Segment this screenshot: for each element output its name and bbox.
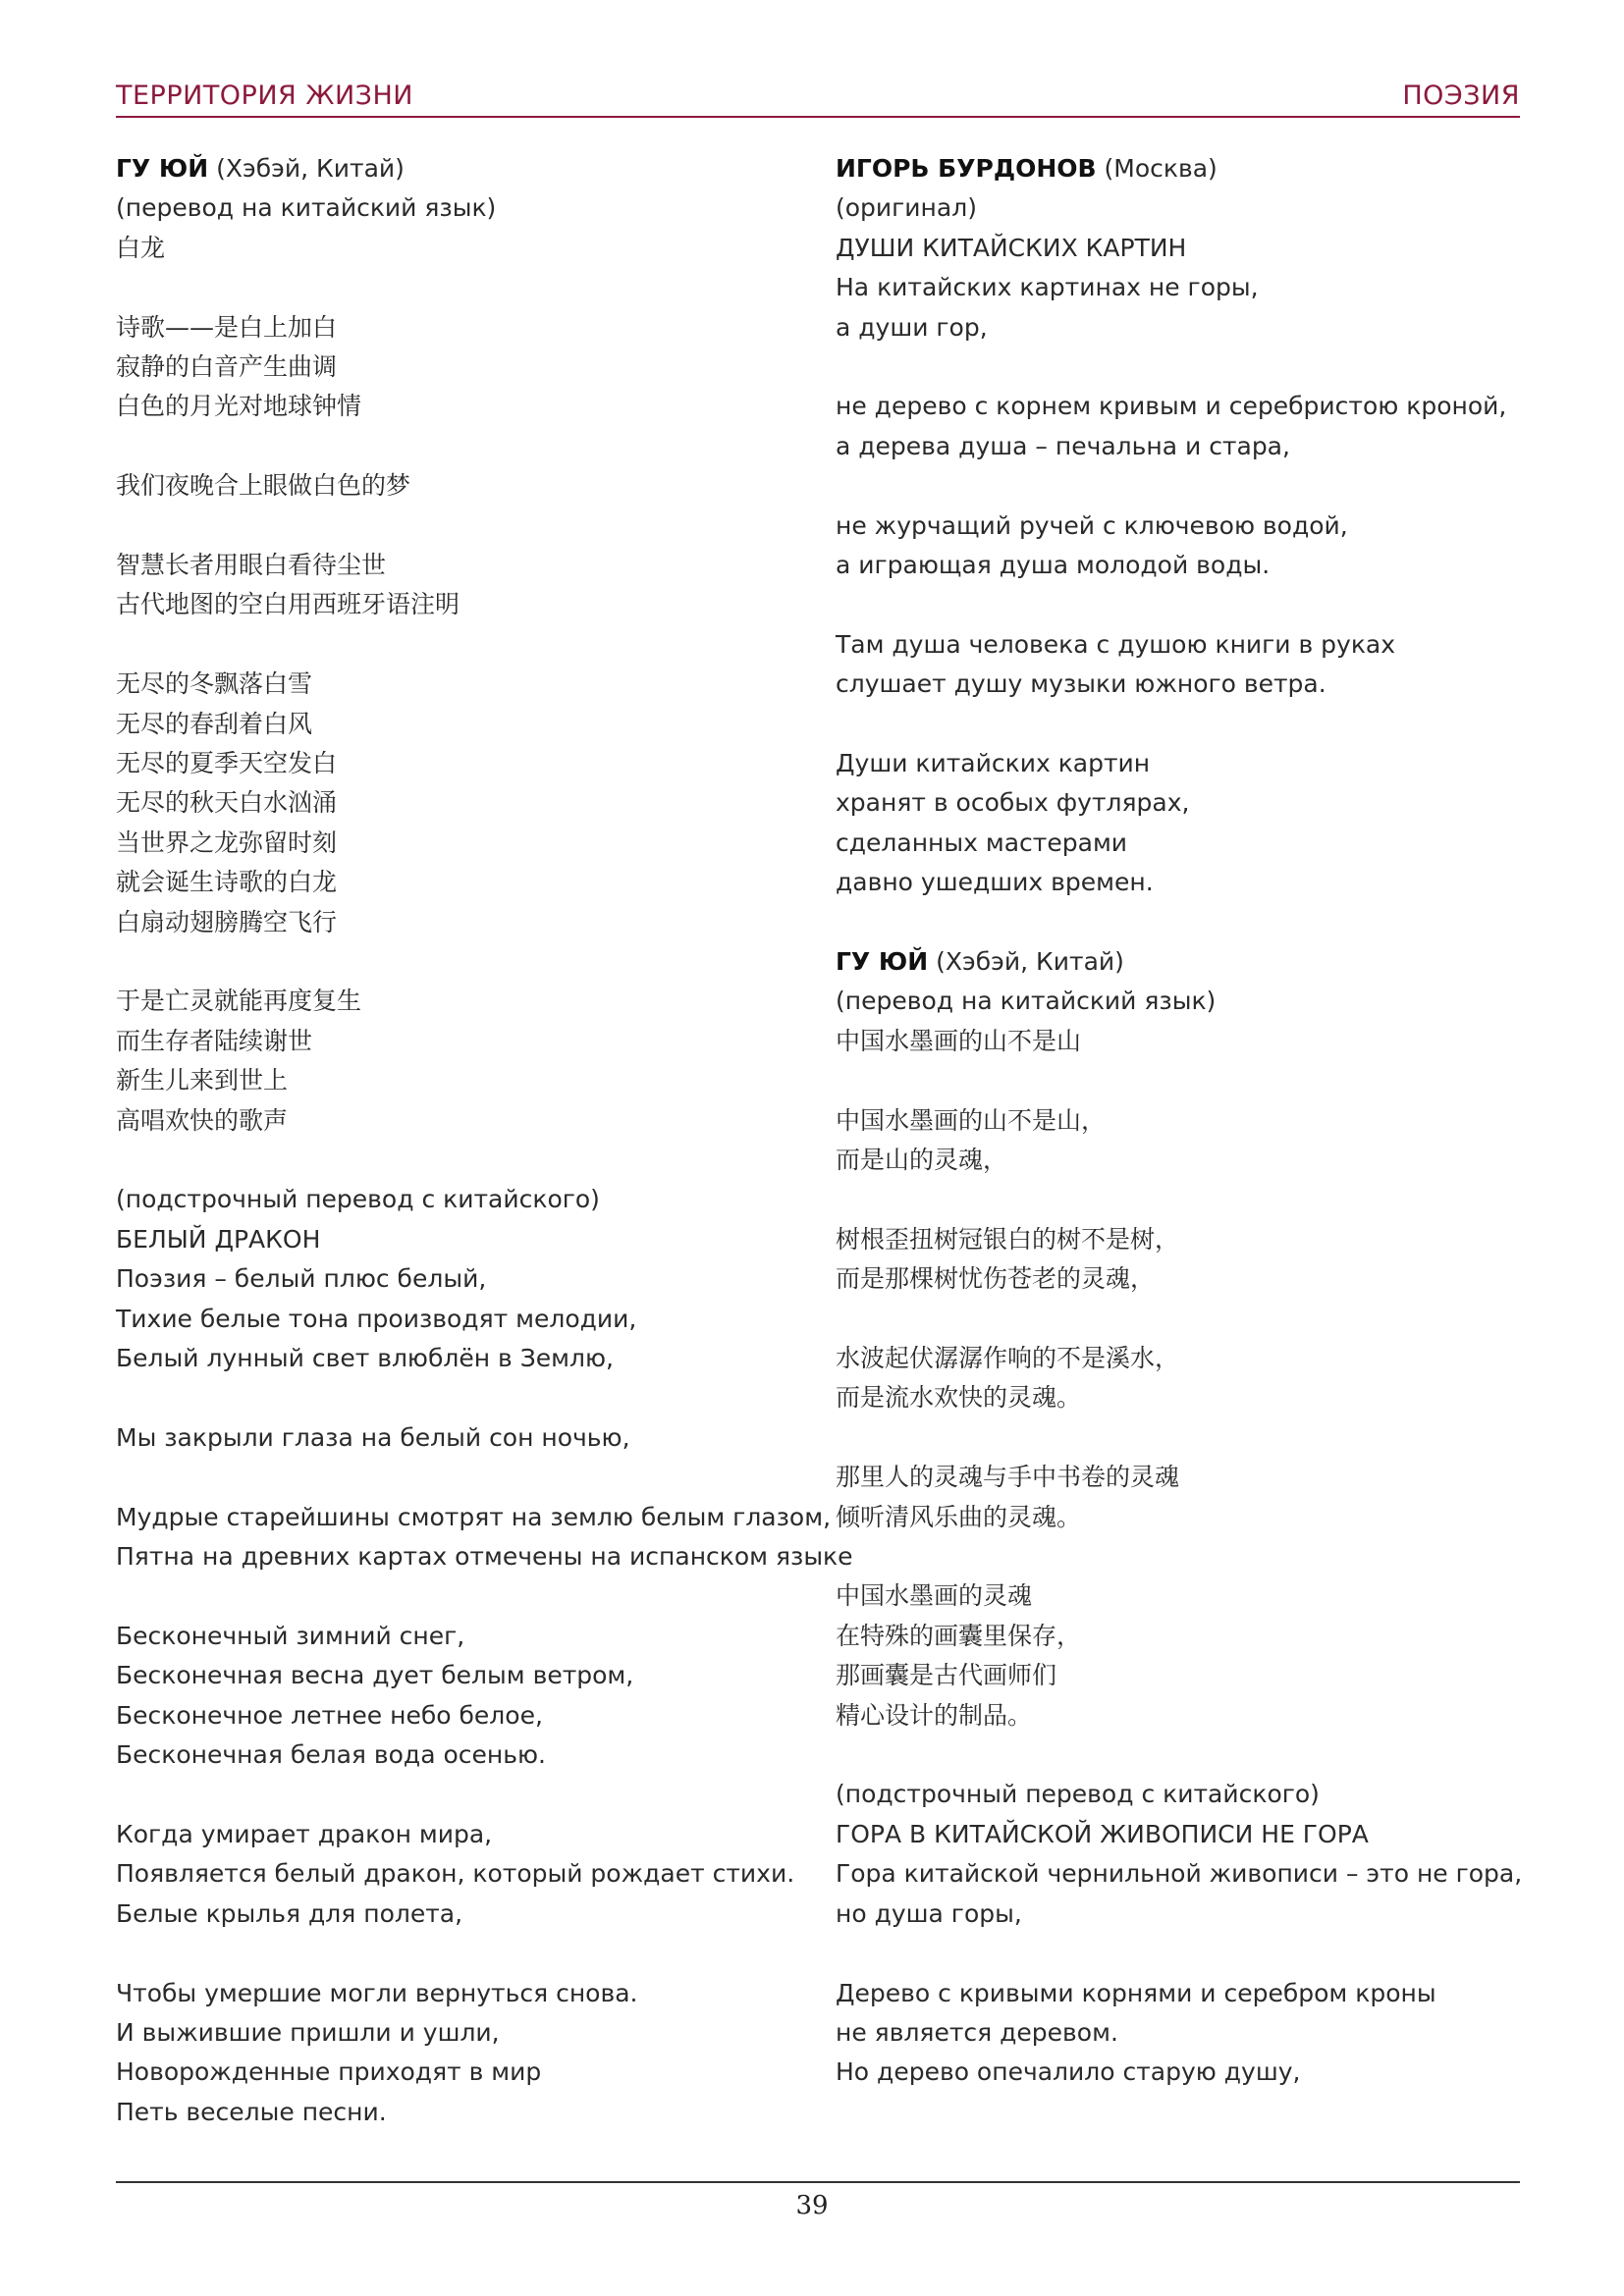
verse-line: 新生儿来到世上 xyxy=(116,1066,289,1095)
verse-line: 白色的月光对地球钟情 xyxy=(116,392,362,421)
header-category: ПОЭЗИЯ xyxy=(1402,80,1520,111)
verse-line: не является деревом. xyxy=(836,2017,1118,2047)
verse-line: сделанных мастерами xyxy=(836,828,1128,857)
verse-line: 寂静的白音产生曲调 xyxy=(116,352,338,382)
verse-line: Там душа человека с душою книги в руках xyxy=(836,629,1396,659)
header-section-title: ТЕРРИТОРИЯ ЖИЗНИ xyxy=(116,80,413,111)
stanza xyxy=(116,1974,803,2133)
verse-line: 无尽的春刮着白风 xyxy=(116,709,313,738)
stanza xyxy=(836,1458,1523,1537)
stanza xyxy=(116,546,803,625)
stanza xyxy=(836,1974,1523,2093)
verse-line: (подстрочный перевод с китайского) xyxy=(836,1780,1320,1809)
verse-line: 当世界之龙弥留时刻 xyxy=(116,828,338,857)
stanza xyxy=(836,507,1523,586)
verse-line: Гора китайской чернильной живописи – это не гора, xyxy=(836,1859,1523,1889)
stanza xyxy=(116,1180,803,1378)
verse-line: 精心设计的制品。 xyxy=(836,1700,1033,1730)
verse-line: но душа горы, xyxy=(836,1898,1022,1928)
verse-line: 智慧长者用眼白看待尘世 xyxy=(116,551,387,580)
author-place: (Москва) xyxy=(1096,154,1218,183)
verse-line: Пятна на древних картах отмечены на испанском языке xyxy=(116,1542,853,1572)
poem-blocks xyxy=(116,188,853,2132)
verse-line: Тихие белые тона производят мелодии, xyxy=(116,1304,637,1333)
verse-line: Дерево с кривыми корнями и серебром кроны xyxy=(836,1978,1436,2007)
stanza xyxy=(116,1498,853,1577)
stanza xyxy=(116,1418,803,1458)
verse-line: не дерево с корнем кривым и серебристою кроной, xyxy=(836,392,1507,421)
stanza xyxy=(836,1576,1523,1735)
verse-line: Чтобы умершие могли вернуться снова. xyxy=(116,1978,638,2007)
verse-line: 诗歌——是白上加白 xyxy=(116,312,338,342)
verse-line: Мудрые старейшины смотрят на землю белым глазом, xyxy=(116,1502,832,1531)
left-column xyxy=(116,149,853,2172)
verse-line: 中国水墨画的山不是山 xyxy=(836,1026,1082,1055)
verse-line: хранят в особых футлярах, xyxy=(836,788,1190,818)
verse-line: Бесконечная весна дует белым ветром, xyxy=(116,1661,634,1690)
verse-line: 那画囊是古代画师们 xyxy=(836,1661,1057,1690)
verse-line: Мы закрыли глаза на белый сон ночью, xyxy=(116,1422,630,1452)
verse-line: (перевод на китайский язык) xyxy=(116,193,497,223)
stanza xyxy=(836,982,1523,1061)
verse-line: Бесконечное летнее небо белое, xyxy=(116,1700,543,1730)
verse-line: 而是那棵树忧伤苍老的灵魂， xyxy=(836,1264,1156,1294)
verse-line: 古代地图的空白用西班牙语注明 xyxy=(116,590,460,619)
stanza xyxy=(836,188,1523,347)
verse-line: 白扇动翅膀腾空飞行 xyxy=(116,907,338,936)
verse-line: 无尽的冬飘落白雪 xyxy=(116,669,313,699)
verse-line: 而生存者陆续谢世 xyxy=(116,1026,313,1055)
verse-line: Бесконечная белая вода осенью. xyxy=(116,1740,546,1770)
author-line xyxy=(836,149,1523,188)
stanza xyxy=(116,982,803,1141)
stanza xyxy=(116,466,803,506)
verse-line: Бесконечный зимний снег, xyxy=(116,1621,465,1650)
verse-line: На китайских картинах не горы, xyxy=(836,273,1259,302)
stanza xyxy=(836,1775,1523,1934)
poem-blocks xyxy=(836,188,1523,902)
author-place: (Хэбэй, Китай) xyxy=(208,154,405,183)
verse-line: Белые крылья для полета, xyxy=(116,1898,463,1928)
author-name: ГУ ЮЙ xyxy=(116,154,209,183)
verse-line: 于是亡灵就能再度复生 xyxy=(116,987,362,1016)
verse-line: И выжившие пришли и ушли, xyxy=(116,2017,500,2047)
verse-line: Но дерево опечалило старую душу, xyxy=(836,2057,1301,2087)
verse-line: (оригинал) xyxy=(836,193,977,223)
verse-line: БЕЛЫЙ ДРАКОН xyxy=(116,1224,321,1254)
stanza xyxy=(116,188,803,268)
verse-line: 无尽的秋天白水汹涌 xyxy=(116,788,338,818)
verse-line: Когда умирает дракон мира, xyxy=(116,1819,493,1848)
author-line xyxy=(836,942,1523,982)
verse-line: 倾听清风乐曲的灵魂。 xyxy=(836,1502,1082,1531)
verse-line: 水波起伏潺潺作响的不是溪水， xyxy=(836,1344,1180,1373)
stanza xyxy=(836,387,1523,466)
stanza xyxy=(116,665,803,942)
page-number: 39 xyxy=(795,2191,829,2220)
verse-line: Белый лунный свет влюблён в Землю, xyxy=(116,1344,614,1373)
author-place: (Хэбэй, Китай) xyxy=(928,947,1124,977)
verse-line: 而是山的灵魂， xyxy=(836,1146,1008,1175)
author-name: ИГОРЬ БУРДОНОВ xyxy=(836,154,1097,183)
verse-line: слушает душу музыки южного ветра. xyxy=(836,669,1326,699)
verse-line: Петь веселые песни. xyxy=(116,2097,387,2126)
verse-line: не журчащий ручей с ключевою водой, xyxy=(836,510,1348,540)
verse-line: (перевод на китайский язык) xyxy=(836,987,1217,1016)
verse-line: а дерева душа – печальна и стара, xyxy=(836,431,1290,460)
verse-line: (подстрочный перевод с китайского) xyxy=(116,1185,600,1214)
verse-line: Души китайских картин xyxy=(836,749,1151,778)
verse-line: ДУШИ КИТАЙСКИХ КАРТИН xyxy=(836,233,1187,262)
stanza xyxy=(116,308,803,427)
stanza xyxy=(836,625,1523,705)
verse-line: 在特殊的画囊里保存， xyxy=(836,1621,1082,1650)
stanza xyxy=(836,744,1523,903)
verse-line: 高唱欢快的歌声 xyxy=(116,1105,289,1135)
running-header xyxy=(116,79,1520,118)
stanza xyxy=(836,1339,1523,1418)
author-name: ГУ ЮЙ xyxy=(836,947,929,977)
stanza xyxy=(836,1101,1523,1181)
verse-line: а играющая душа молодой воды. xyxy=(836,551,1271,580)
verse-line: 那里人的灵魂与手中书卷的灵魂 xyxy=(836,1463,1180,1492)
verse-line: 中国水墨画的灵魂 xyxy=(836,1581,1033,1611)
verse-line: 中国水墨画的山不是山， xyxy=(836,1105,1107,1135)
stanza xyxy=(836,1220,1523,1300)
verse-line: Появляется белый дракон, который рождает стихи. xyxy=(116,1859,795,1889)
footer-rule xyxy=(116,2181,1520,2183)
verse-line: 无尽的夏季天空发白 xyxy=(116,749,338,778)
poem-blocks xyxy=(836,982,1523,2092)
verse-line: ГОРА В КИТАЙСКОЙ ЖИВОПИСИ НЕ ГОРА xyxy=(836,1819,1369,1848)
verse-line: Поэзия – белый плюс белый, xyxy=(116,1264,487,1294)
verse-line: 而是流水欢快的灵魂。 xyxy=(836,1383,1082,1413)
verse-line: Новорожденные приходят в мир xyxy=(116,2057,542,2087)
verse-line: 就会诞生诗歌的白龙 xyxy=(116,868,338,897)
verse-line: 白龙 xyxy=(116,233,166,262)
author-line xyxy=(116,149,803,188)
verse-line: давно ушедших времен. xyxy=(836,868,1154,897)
stanza xyxy=(116,1617,803,1776)
verse-line: 我们夜晚合上眼做白色的梦 xyxy=(116,471,411,501)
right-column xyxy=(836,149,1523,2132)
stanza xyxy=(116,1815,803,1934)
verse-line: 树根歪扭树冠银白的树不是树， xyxy=(836,1224,1180,1254)
verse-line: а души гор, xyxy=(836,312,988,342)
